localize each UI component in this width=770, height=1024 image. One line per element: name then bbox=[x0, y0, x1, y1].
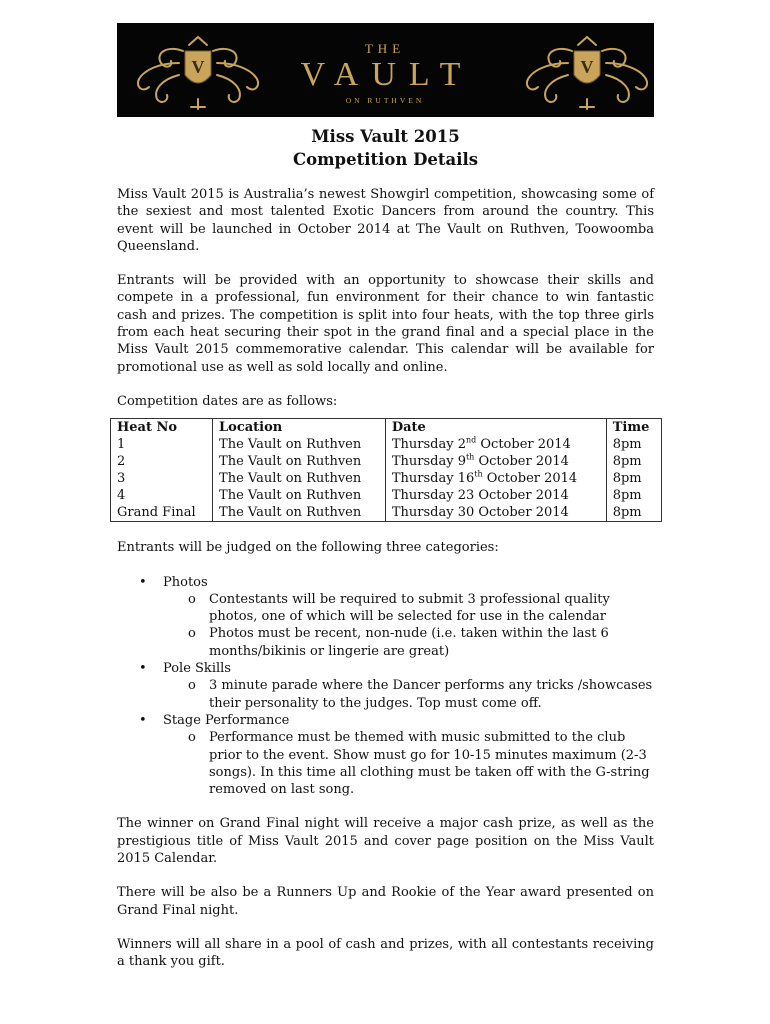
judged-intro: Entrants will be judged on the following three categories: bbox=[117, 540, 499, 556]
category-name: Stage Performance bbox=[163, 712, 290, 728]
page-heading bbox=[117, 125, 654, 171]
criteria-item: o Photos must be recent, non-nude (i.e. taken within the last 6 months/bikinis or lingerie are great) bbox=[163, 625, 654, 660]
entrants-paragraph: Entrants will be provided with an opportunity to showcase their skills and compete in a professional, fun environment for their chance to win fantastic cash and prizes. The competition is split into four heats, with the top three girls from each heat securing their spot in the grand final and a special place in the Miss Vault 2015 commemorative calendar. This calendar will be available for promotional use as well as sold locally and online. bbox=[117, 273, 654, 375]
category-photos bbox=[117, 574, 654, 660]
cell-time: 8pm bbox=[606, 436, 661, 453]
vault-logo bbox=[117, 23, 654, 117]
competition-dates-table bbox=[110, 418, 662, 522]
cell-location: The Vault on Ruthven bbox=[213, 436, 386, 453]
table-row bbox=[111, 504, 662, 522]
vault-logo-banner bbox=[117, 23, 654, 117]
cell-date: Thursday 9th October 2014 bbox=[385, 453, 606, 470]
left-emblem-letter: V bbox=[191, 57, 205, 77]
category-criteria-list bbox=[163, 729, 654, 798]
page-title: Miss Vault 2015 bbox=[311, 127, 460, 146]
winner-paragraph: The winner on Grand Final night will receive a major cash prize, as well as the prestigious title of Miss Vault 2015 and cover page position on the Miss Vault 2015 Calendar. bbox=[117, 816, 654, 867]
dates-intro: Competition dates are as follows: bbox=[117, 393, 338, 409]
category-name: Photos bbox=[163, 574, 208, 590]
cell-location: The Vault on Ruthven bbox=[213, 504, 386, 522]
banner-title-main: VAULT bbox=[300, 56, 474, 93]
category-stage-performance bbox=[117, 712, 654, 798]
category-pole-skills bbox=[117, 660, 654, 712]
cell-heat: 2 bbox=[111, 453, 213, 470]
page-subtitle: Competition Details bbox=[292, 150, 479, 169]
cell-location: The Vault on Ruthven bbox=[213, 470, 386, 487]
banner-title-top: THE bbox=[364, 41, 406, 56]
banner-title-sub: ON RUTHVEN bbox=[345, 96, 425, 105]
runners-up-paragraph: There will be also be a Runners Up and Rookie of the Year award presented on Grand Final night. bbox=[117, 885, 654, 918]
category-criteria-list bbox=[163, 591, 654, 660]
criteria-item: o 3 minute parade where the Dancer performs any tricks /showcases their personality to the judges. Top must come off. bbox=[163, 677, 654, 712]
category-name: Pole Skills bbox=[163, 661, 231, 677]
intro-paragraph: Miss Vault 2015 is Australia’s newest Showgirl competition, showcasing some of the sexiest and most talented Exotic Dancers from around the country. This event will be launched in October 2014 at The Vault on Ruthven, Toowoomba Queensland. bbox=[117, 187, 654, 254]
table-header-row bbox=[111, 419, 662, 437]
cell-heat: Grand Final bbox=[111, 504, 213, 522]
category-criteria-list bbox=[163, 677, 654, 712]
winners-share-paragraph: Winners will all share in a pool of cash and prizes, with all contestants receiving a thank you gift. bbox=[117, 936, 654, 970]
category-list bbox=[117, 574, 654, 799]
table-row bbox=[111, 470, 662, 487]
cell-location: The Vault on Ruthven bbox=[213, 453, 386, 470]
cell-time: 8pm bbox=[606, 487, 661, 504]
criteria-item: o Contestants will be required to submit 3 professional quality photos, one of which will be selected for use in the calendar bbox=[163, 591, 654, 626]
table-row bbox=[111, 436, 662, 453]
cell-heat: 4 bbox=[111, 487, 213, 504]
header-date: Date bbox=[385, 419, 606, 437]
document-body bbox=[117, 186, 654, 971]
table-row bbox=[111, 453, 662, 470]
header-location: Location bbox=[213, 419, 386, 437]
cell-date: Thursday 23 October 2014 bbox=[385, 487, 606, 504]
cell-heat: 1 bbox=[111, 436, 213, 453]
header-time: Time bbox=[606, 419, 661, 437]
header-heat-no: Heat No bbox=[111, 419, 213, 437]
cell-time: 8pm bbox=[606, 453, 661, 470]
cell-heat: 3 bbox=[111, 470, 213, 487]
cell-date: Thursday 2nd October 2014 bbox=[385, 436, 606, 453]
cell-time: 8pm bbox=[606, 470, 661, 487]
cell-date: Thursday 30 October 2014 bbox=[385, 504, 606, 522]
right-emblem-letter: V bbox=[580, 57, 594, 77]
cell-date: Thursday 16th October 2014 bbox=[385, 470, 606, 487]
cell-time: 8pm bbox=[606, 504, 661, 522]
cell-location: The Vault on Ruthven bbox=[213, 487, 386, 504]
criteria-item: o Performance must be themed with music submitted to the club prior to the event. Show must go for 10-15 minutes maximum (2-3 songs). In this time all clothing must be taken off with the G-string removed on last song. bbox=[163, 729, 654, 798]
table-row bbox=[111, 487, 662, 504]
